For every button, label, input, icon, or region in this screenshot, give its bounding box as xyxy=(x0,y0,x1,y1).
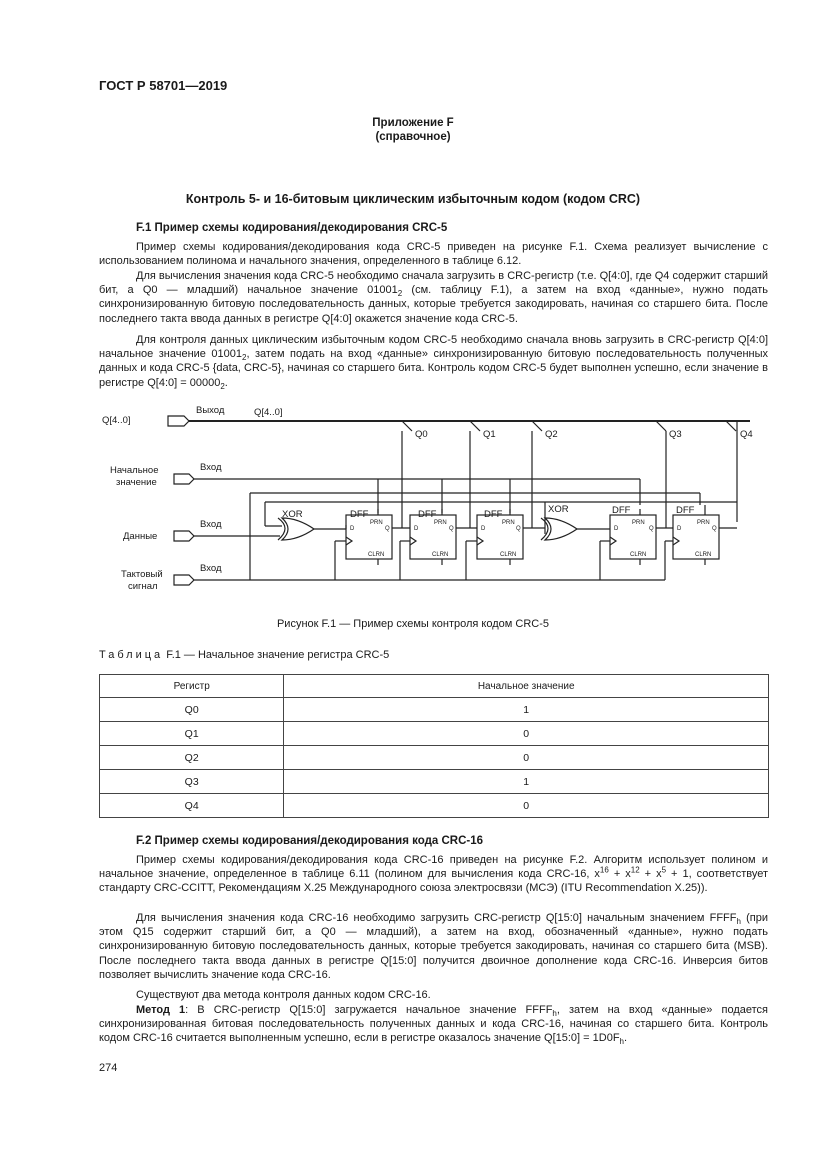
svg-text:PRN: PRN xyxy=(434,520,447,526)
bus-tap xyxy=(656,421,666,431)
bus-tap xyxy=(402,421,412,431)
dff-label: DFF xyxy=(484,509,503,520)
init-label-1: Начальное xyxy=(110,465,159,476)
svg-text:D: D xyxy=(614,526,619,532)
init-input-pin-icon xyxy=(174,474,194,484)
svg-text:CLRN: CLRN xyxy=(432,552,449,558)
q-bus-pin-label: Q[4..0] xyxy=(102,415,131,426)
svg-text:CLRN: CLRN xyxy=(630,552,647,558)
svg-text:PRN: PRN xyxy=(502,520,515,526)
column-header: Регистр xyxy=(100,675,284,698)
xor-gate-2-icon xyxy=(541,518,577,540)
svg-text:CLRN: CLRN xyxy=(695,552,712,558)
svg-text:D: D xyxy=(677,526,682,532)
appendix-name: Приложение F xyxy=(372,117,454,129)
paragraph: Для вычисления значения кода CRC-5 необходимо сначала загрузить в CRC-регистр (т.е. Q[4:0], где Q4 содержит старший бит, а Q0 — младший) начальное значение $01001_2$ (см. таблицу F.1), а затем на вход «данные», нужно подать синхронизированную битовую последовательность данных, которые требуется закодировать, начиная со старшего бита. После последнего такта ввода данных в регистре Q[4:0] окажется значение кода CRC-5. xyxy=(99,270,768,325)
paragraph: Пример схемы кодирования/декодирования кода CRC-5 приведен на рисунке F.1. Схема реализует вычисление с использованием полинома и начального значения, определенного в таблице 6.12. xyxy=(99,241,768,268)
document-id: ГОСТ Р 58701—2019 xyxy=(99,78,228,93)
page-number: 274 xyxy=(99,1062,118,1074)
svg-text:D: D xyxy=(414,526,419,532)
svg-text:CLRN: CLRN xyxy=(368,552,385,558)
dff-label: DFF xyxy=(350,509,369,520)
appendix-heading: Контроль 5- и 16-битовым циклическим избыточным кодом (кодом CRC) xyxy=(185,192,641,206)
table-row: Q0 1 xyxy=(100,698,769,722)
clock-input-label: Вход xyxy=(200,563,222,574)
section-f2-title: F.2 Пример схемы кодирования/декодирования кода CRC-16 xyxy=(136,835,483,847)
q4-label: Q4 xyxy=(740,429,753,440)
paragraph: Для контроля данных циклическим избыточным кодом CRC-5 необходимо сначала вновь загрузить в CRC-регистр Q[4:0] начальное значение $01001_2$, затем подать на вход «данные» синхронизированную битовую последовательность полученных данных и кода CRC-5 {data, CRC-5}, начиная со старшего бита. Контроль кодом CRC-5 будет выполнен успешно, если значение в регистре Q[4:0] = $00000_2$. xyxy=(99,334,768,391)
bus-tap xyxy=(726,421,736,431)
paragraph: Пример схемы кодирования/декодирования кода CRC-16 приведен на рисунке F.2. Алгоритм использует полином и начальное значение, определенное в таблице 6.11 (полином для вычисления кода CRC-16, $x^{16} + x^{12} + x^5 + 1$, соответствует стандарту CRC-CCITT, Рекомендациям X.25 Международного союза электросвязи (МСЭ) (ITU Recommendation X.25)). xyxy=(99,854,769,895)
register-table xyxy=(99,674,769,818)
bus-tap xyxy=(532,421,542,431)
paragraph: Существуют два метода контроля данных кодом CRC-16. xyxy=(136,989,431,1001)
svg-text:PRN: PRN xyxy=(697,520,710,526)
svg-text:D: D xyxy=(350,526,355,532)
svg-text:Q: Q xyxy=(385,526,390,532)
dff-label: DFF xyxy=(612,505,631,516)
paragraph: Метод 1: В CRC-регистр Q[15:0] загружается начальное значение $FFFF_h$, затем на вход «данные» подается синхронизированная битовая последовательность полученных данных и кода CRC-16, начиная со старшего бита. Контроль кодом CRC-16 считается выполненным успешно, если в регистре оказалось значение Q[15:0] = $1D0F_h$. xyxy=(99,1004,768,1047)
svg-text:Q: Q xyxy=(516,526,521,532)
table-row: Q3 1 xyxy=(100,770,769,794)
appendix-subtitle: (справочное) xyxy=(375,131,451,143)
table-row: Q2 0 xyxy=(100,746,769,770)
svg-text:Q: Q xyxy=(449,526,454,532)
q0-label: Q0 xyxy=(415,429,428,440)
xor-gate-icon xyxy=(278,518,314,540)
dff-label: DFF xyxy=(676,505,695,516)
table-row: Q4 0 xyxy=(100,794,769,818)
figure-caption: Рисунок F.1 — Пример схемы контроля кодом CRC-5 xyxy=(276,618,550,630)
column-header: Начальное значение xyxy=(284,675,769,698)
clock-input-pin-icon xyxy=(174,575,194,585)
svg-text:D: D xyxy=(481,526,486,532)
output-label: Выход xyxy=(196,405,225,416)
table-row: Q1 0 xyxy=(100,722,769,746)
paragraph: Для вычисления значения кода CRC-16 необходимо загрузить CRC-регистр Q[15:0] начальным значением $FFFF_h$ (при этом Q15 содержит старший бит, а Q0 — младший), а затем на вход, обозначенный «данные», нужно подать синхронизированную битовую последовательность данных, которые требуется закодировать, начиная со старшего бита (MSB). После последнего такта ввода данных в регистре Q[15:0] получится двоичное дополнение кода CRC-16. Инверсия битов позволяет вычислить значение кода CRC-16. xyxy=(99,912,768,981)
svg-text:PRN: PRN xyxy=(632,520,645,526)
svg-text:Q: Q xyxy=(649,526,654,532)
section-f1-title: F.1 Пример схемы кодирования/декодирования CRC-5 xyxy=(136,222,448,234)
q3-label: Q3 xyxy=(669,429,682,440)
bus-tap xyxy=(470,421,480,431)
q-bus-label: Q[4..0] xyxy=(254,407,283,418)
init-input-label: Вход xyxy=(200,462,222,473)
q2-label: Q2 xyxy=(545,429,558,440)
init-label-2: значение xyxy=(116,477,157,488)
data-input-pin-icon xyxy=(174,531,194,541)
svg-text:PRN: PRN xyxy=(370,520,383,526)
output-pin-icon xyxy=(168,416,189,426)
xor-2-label: XOR xyxy=(548,504,569,515)
clock-label-2: сигнал xyxy=(128,581,158,592)
q1-label: Q1 xyxy=(483,429,496,440)
xor-label: XOR xyxy=(282,509,303,520)
data-input-label: Вход xyxy=(200,519,222,530)
clock-label-1: Тактовый xyxy=(121,569,163,580)
svg-text:Q: Q xyxy=(712,526,717,532)
svg-text:CLRN: CLRN xyxy=(500,552,517,558)
dff-label: DFF xyxy=(418,509,437,520)
table-caption: Таблица F.1 — Начальное значение регистра CRC-5 xyxy=(99,649,390,661)
data-label: Данные xyxy=(123,531,158,542)
